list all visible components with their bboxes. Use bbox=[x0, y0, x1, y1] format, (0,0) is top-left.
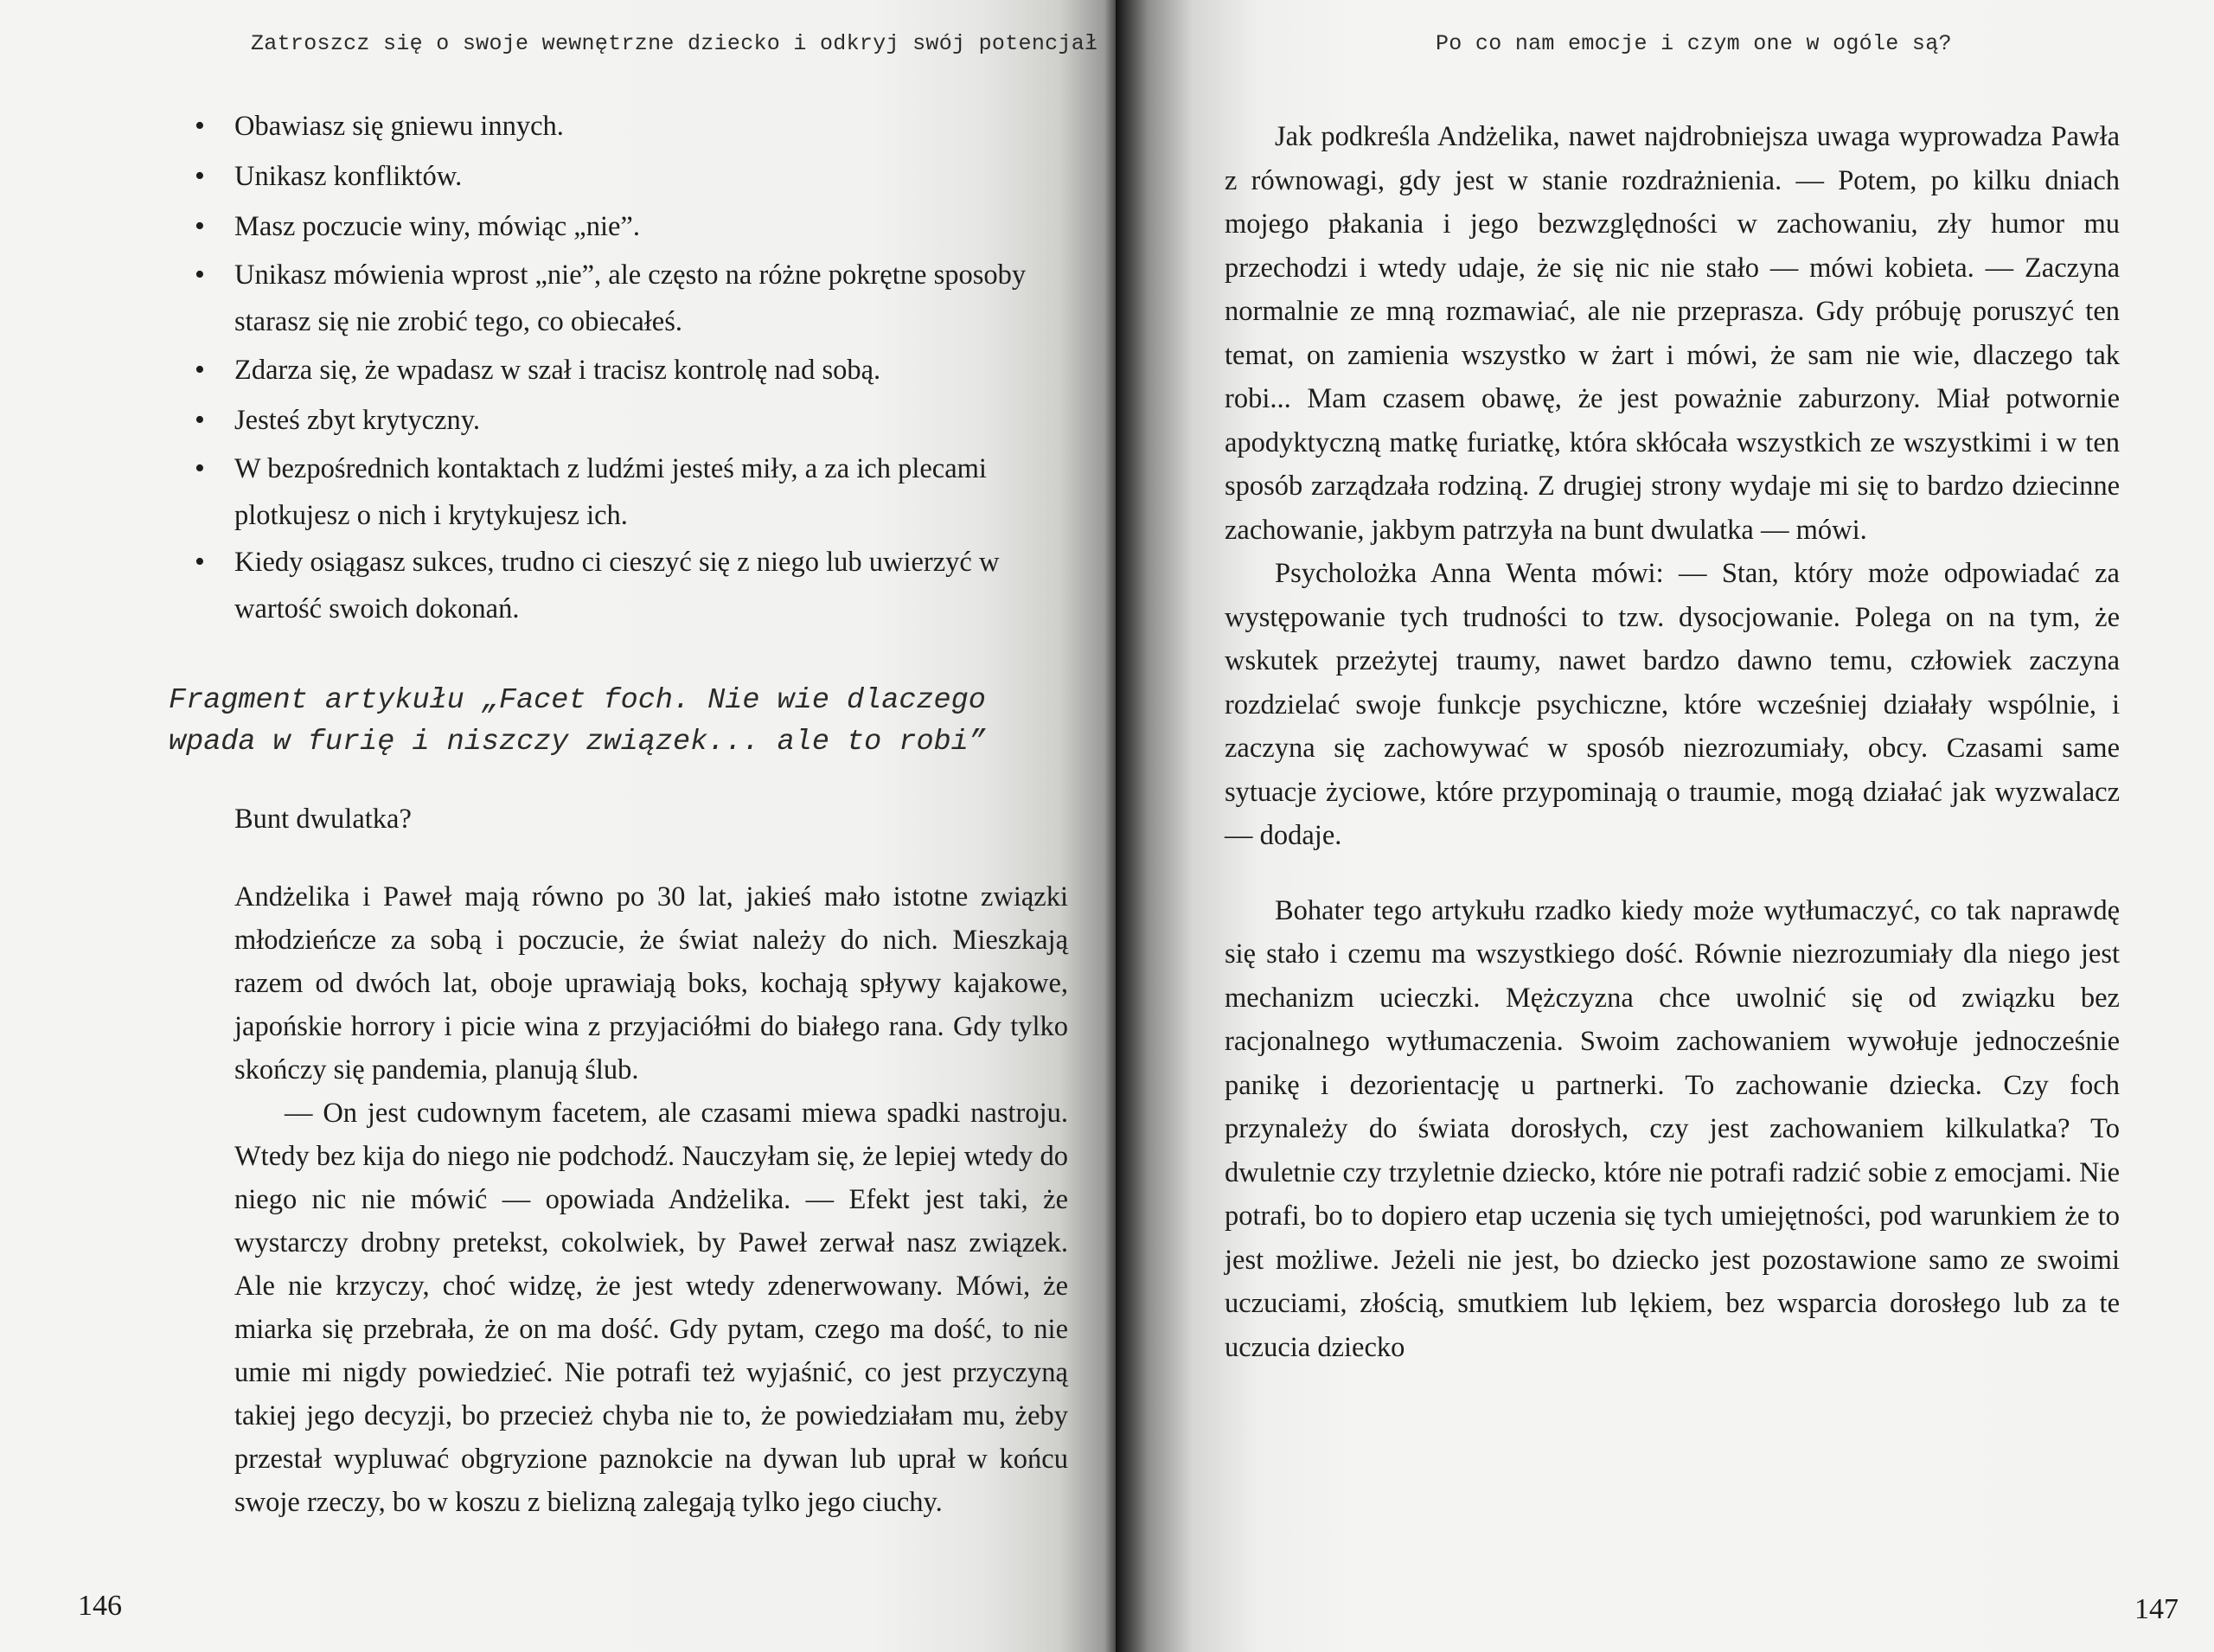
bullet-item: • Zdarza się, że wpadasz w szał i tracisz kontrolę nad sobą. bbox=[195, 345, 1068, 395]
bullet-item: • Unikasz mówienia wprost „nie”, ale często na różne pokrętne sposoby starasz się nie zrobić tego, co obiecałeś. bbox=[195, 252, 1068, 345]
bullet-item: • Obawiasz się gniewu innych. bbox=[195, 101, 1068, 151]
bullet-icon: • bbox=[195, 546, 205, 578]
paragraph: — On jest cudownym facetem, ale czasami miewa spadki nastroju. Wtedy bez kija do niego nie podchodź. Nauczyłam się, że lepiej wtedy do niego nic nie mówić — opowiada Andżelika. — Efekt jest taki, że wystarczy drobny pretekst, cokolwiek, by Paweł zerwał nasz związek. Ale nie krzyczy, choć widzę, że jest wtedy zdenerwowany. Mówi, że miarka się przebrała, że on ma dość. Gdy pytam, czego ma dość, to nie umie mi nigdy powiedzieć. Nie potrafi też wyjaśnić, co jest przyczyną takiej jego decyzji, bo przecież chyba nie to, że powiedziałam mu, żeby przestał wypluwać obgryzione paznokcie na dywan lub uprał w końcu swoje rzeczy, bo w koszu z bielizną zalegają tylko jego ciuchy. bbox=[234, 1098, 1068, 1518]
bullet-item: • Jesteś zbyt krytyczny. bbox=[195, 395, 1068, 445]
bullet-icon: • bbox=[195, 110, 205, 142]
article-title: Fragment artykułu „Facet foch. Nie wie dlaczego wpada w furię i niszczy związek... ale to robi” bbox=[169, 684, 986, 759]
section-gap bbox=[1225, 858, 2120, 889]
bullet-icon: • bbox=[195, 210, 205, 242]
bullet-icon: • bbox=[195, 259, 205, 291]
paragraph: Jak podkreśla Andżelika, nawet najdrobniejsza uwaga wyprowadza Pawła z równowagi, gdy jest w stanie rozdrażnienia. — Potem, po kilku dniach mojego płakania i jego bezwzględności w zachowaniu, zły humor mu przechodzi i wtedy udaje, że się nic nie stało — mówi kobieta. — Zaczyna normalnie ze mną rozmawiać, ale nie przeprasza. Gdy próbuję poruszyć ten temat, on zamienia wszystko w żart i mówi, że sam nie wie, dlaczego tak robi... Mam czasem obawę, że jest poważnie zaburzony. Miał potwornie apodyktyczną matkę furiatkę, która skłócała wszystkich ze wszystkimi i w ten sposób zarządzała rodziną. Z drugiej strony wydaje mi się to bardzo dziecinne zachowanie, jakbym patrzyła na bunt dwulatka — mówi. bbox=[1225, 121, 2120, 546]
paragraph: Psycholożka Anna Wenta mówi: — Stan, który może odpowiadać za występowanie tych trudności to tzw. dysocjowanie. Polega on na tym, że wskutek przeżytej traumy, nawet bardzo dawno temu, człowiek zaczyna rozdzielać swoje funkcje psychiczne, które wcześniej działały wspólnie, i zaczyna się zachowywać w sposób niezrozumiały, obcy. Czasami same sytuacje życiowe, które przypominają o traumie, mogą działać jak wyzwalacz — dodaje. bbox=[1225, 558, 2120, 851]
running-head-right: Po co nam emocje i czym one w ogóle są? bbox=[1436, 31, 1952, 56]
paragraph: Andżelika i Paweł mają równo po 30 lat, jakieś mało istotne związki młodzieńcze za sobą i poczucie, że świat należy do nich. Mieszkają razem od dwóch lat, oboje uprawiają boks, kochają spływy kajakowe, japońskie horrory i picie wina z przyjaciółmi do białego rana. Gdy tylko skończy się pandemia, planują ślub. bbox=[234, 881, 1068, 1085]
bullet-item: • Masz poczucie winy, mówiąc „nie”. bbox=[195, 202, 1068, 252]
bullet-icon: • bbox=[195, 354, 205, 386]
bullet-icon: • bbox=[195, 404, 205, 436]
bullet-icon: • bbox=[195, 452, 205, 484]
bullet-item: • W bezpośrednich kontaktach z ludźmi jesteś miły, a za ich plecami plotkujesz o nich i krytykujesz ich. bbox=[195, 445, 1068, 539]
article-body bbox=[195, 875, 1068, 1524]
running-head-left: Zatroszcz się o swoje wewnętrzne dziecko i odkryj swój potencjał bbox=[251, 31, 1098, 56]
bullet-item: • Unikasz konfliktów. bbox=[195, 151, 1068, 202]
bullet-list bbox=[195, 101, 1068, 632]
page-number-left: 146 bbox=[78, 1590, 122, 1622]
left-page-text bbox=[169, 101, 1068, 1524]
page-number-right: 147 bbox=[2134, 1593, 2179, 1625]
bullet-icon: • bbox=[195, 160, 205, 192]
article-subheading: Bunt dwulatka? bbox=[234, 804, 412, 835]
paragraph: Bohater tego artykułu rzadko kiedy może wytłumaczyć, co tak naprawdę się stało i czemu ma wszystkiego dość. Równie niezrozumiały dla niego jest mechanizm ucieczki. Mężczyzna chce uwolnić się od związku bez racjonalnego wytłumaczenia. Swoim zachowaniem wywołuje jednocześnie panikę i dezorientację u partnerki. To zachowanie dziecka. Czy foch przynależy do świata dorosłych, czy jest zachowaniem kilkulatka? To dwuletnie czy trzyletnie dziecko, które nie potrafi radzić sobie z emocjami. Nie potrafi, bo to dopiero etap uczenia się tych umiejętności, pod warunkiem że to jest możliwe. Jeżeli nie jest, bo dziecko jest pozostawione samo ze swoimi uczuciami, złością, smutkiem lub lękiem, bez wsparcia dorosłego lub za te uczucia dziecko bbox=[1225, 894, 2120, 1363]
bullet-item: • Kiedy osiągasz sukces, trudno ci cieszyć się z niego lub uwierzyć w wartość swoich dokonań. bbox=[195, 539, 1068, 632]
right-page-text bbox=[1225, 115, 2120, 1369]
